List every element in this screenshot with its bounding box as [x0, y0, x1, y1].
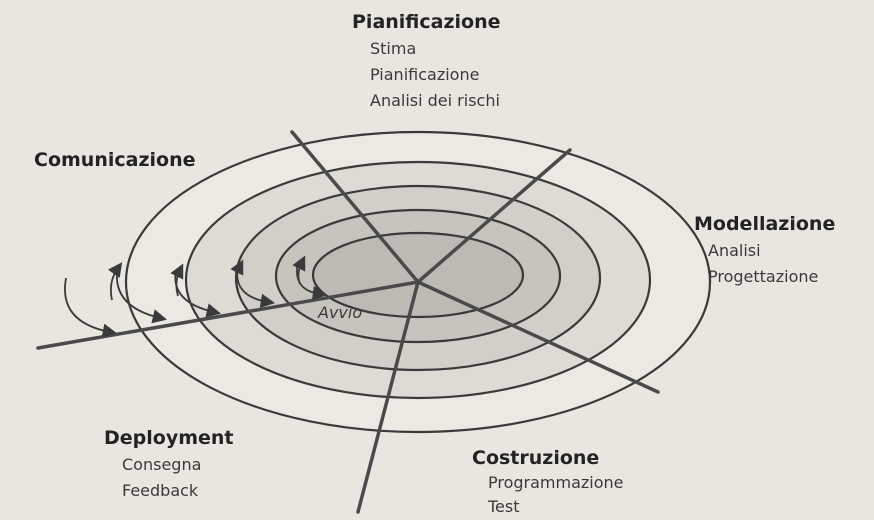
phase-deployment — [104, 427, 234, 500]
phase-deployment-item: Consegna — [122, 455, 202, 474]
entry-arc-outer — [65, 278, 110, 332]
start-label: Avvio — [318, 303, 363, 322]
phase-planning-item: Analisi dei rischi — [370, 91, 500, 110]
phase-modeling — [694, 213, 835, 286]
phase-planning-item: Pianificazione — [370, 65, 480, 84]
phase-planning — [352, 11, 501, 110]
phase-construction-heading: Costruzione — [472, 447, 600, 469]
phase-construction-item: Programmazione — [488, 473, 624, 492]
phase-construction-item: Test — [488, 497, 520, 516]
phase-deployment-item: Feedback — [122, 481, 199, 500]
phase-construction — [472, 447, 624, 516]
phase-planning-heading: Pianificazione — [352, 11, 501, 33]
phase-modeling-item: Analisi — [708, 241, 761, 260]
phase-communication — [34, 149, 195, 171]
phase-deployment-heading: Deployment — [104, 427, 234, 449]
phase-modeling-heading: Modellazione — [694, 213, 836, 235]
phase-planning-item: Stima — [370, 39, 417, 58]
phase-modeling-item: Progettazione — [708, 267, 819, 286]
phase-communication-heading: Comunicazione — [34, 149, 196, 171]
